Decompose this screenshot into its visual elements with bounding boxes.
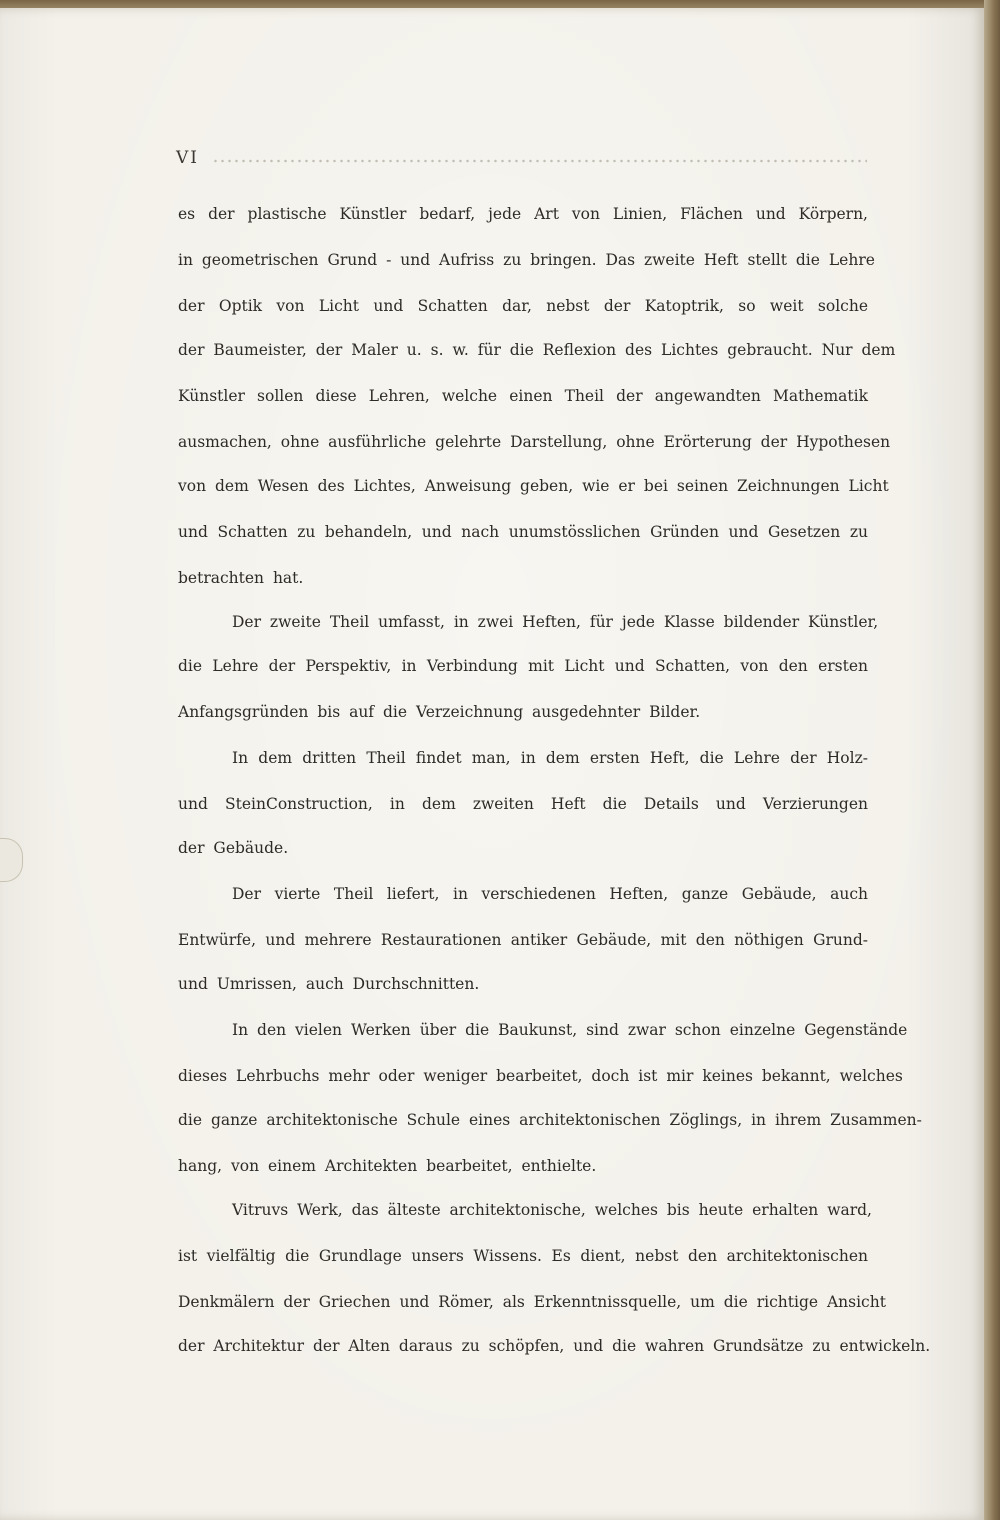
text-line: Künstler sollen diese Lehren, welche einen Theil der angewandten Mathematik — [178, 387, 868, 405]
scanned-page — [0, 8, 985, 1520]
text-line: der Optik von Licht und Schatten dar, nebst der Katoptrik, so weit solche — [178, 297, 868, 315]
text-line: Der zweite Theil umfasst, in zwei Heften, für jede Klasse bildender Künstler, — [232, 613, 879, 631]
text-line: Entwürfe, und mehrere Restaurationen antiker Gebäude, mit den nöthigen Grund- — [178, 931, 868, 949]
text-line: In dem dritten Theil findet man, in dem ersten Heft, die Lehre der Holz- — [232, 749, 868, 767]
text-line: ist vielfältig die Grundlage unsers Wissens. Es dient, nebst den architektonischen — [178, 1247, 868, 1265]
text-line: der Architektur der Alten daraus zu schöpfen, und die wahren Grundsätze zu entwickeln. — [178, 1337, 931, 1355]
text-line: Anfangsgründen bis auf die Verzeichnung ausgedehnter Bilder. — [178, 703, 701, 721]
text-line: betrachten hat. — [178, 569, 304, 587]
text-line: und Umrissen, auch Durchschnitten. — [178, 975, 480, 993]
page-edge-tab — [0, 838, 23, 882]
text-line: hang, von einem Architekten bearbeitet, enthielte. — [178, 1157, 597, 1175]
header-rule — [212, 158, 867, 164]
text-line: Vitruvs Werk, das älteste architektonische, welches bis heute erhalten ward, — [232, 1201, 872, 1219]
text-line: von dem Wesen des Lichtes, Anweisung geben, wie er bei seinen Zeichnungen Licht — [178, 477, 889, 495]
text-line: dieses Lehrbuchs mehr oder weniger bearbeitet, doch ist mir keines bekannt, welches — [178, 1067, 903, 1085]
text-line: die Lehre der Perspektiv, in Verbindung mit Licht und Schatten, von den ersten — [178, 657, 868, 675]
text-line: Der vierte Theil liefert, in verschiedenen Heften, ganze Gebäude, auch — [232, 885, 868, 903]
text-line: und SteinConstruction, in dem zweiten Heft die Details und Verzierungen — [178, 795, 868, 813]
text-line: der Baumeister, der Maler u. s. w. für die Reflexion des Lichtes gebraucht. Nur dem — [178, 341, 896, 359]
text-line: Denkmälern der Griechen und Römer, als Erkenntnissquelle, um die richtige Ansicht — [178, 1293, 886, 1311]
text-line: ausmachen, ohne ausführliche gelehrte Darstellung, ohne Erörterung der Hypothesen — [178, 433, 891, 451]
text-line: In den vielen Werken über die Baukunst, sind zwar schon einzelne Gegenstände — [232, 1021, 908, 1039]
text-line: und Schatten zu behandeln, und nach unumstösslichen Gründen und Gesetzen zu — [178, 523, 868, 541]
text-line: in geometrischen Grund - und Aufriss zu bringen. Das zweite Heft stellt die Lehre — [178, 251, 875, 269]
page-number: VI — [176, 148, 199, 168]
text-line: die ganze architektonische Schule eines architektonischen Zöglings, in ihrem Zusammen- — [178, 1111, 922, 1129]
text-line: es der plastische Künstler bedarf, jede Art von Linien, Flächen und Körpern, — [178, 205, 868, 223]
page-right-edge — [984, 0, 1000, 1520]
text-line: der Gebäude. — [178, 839, 289, 857]
